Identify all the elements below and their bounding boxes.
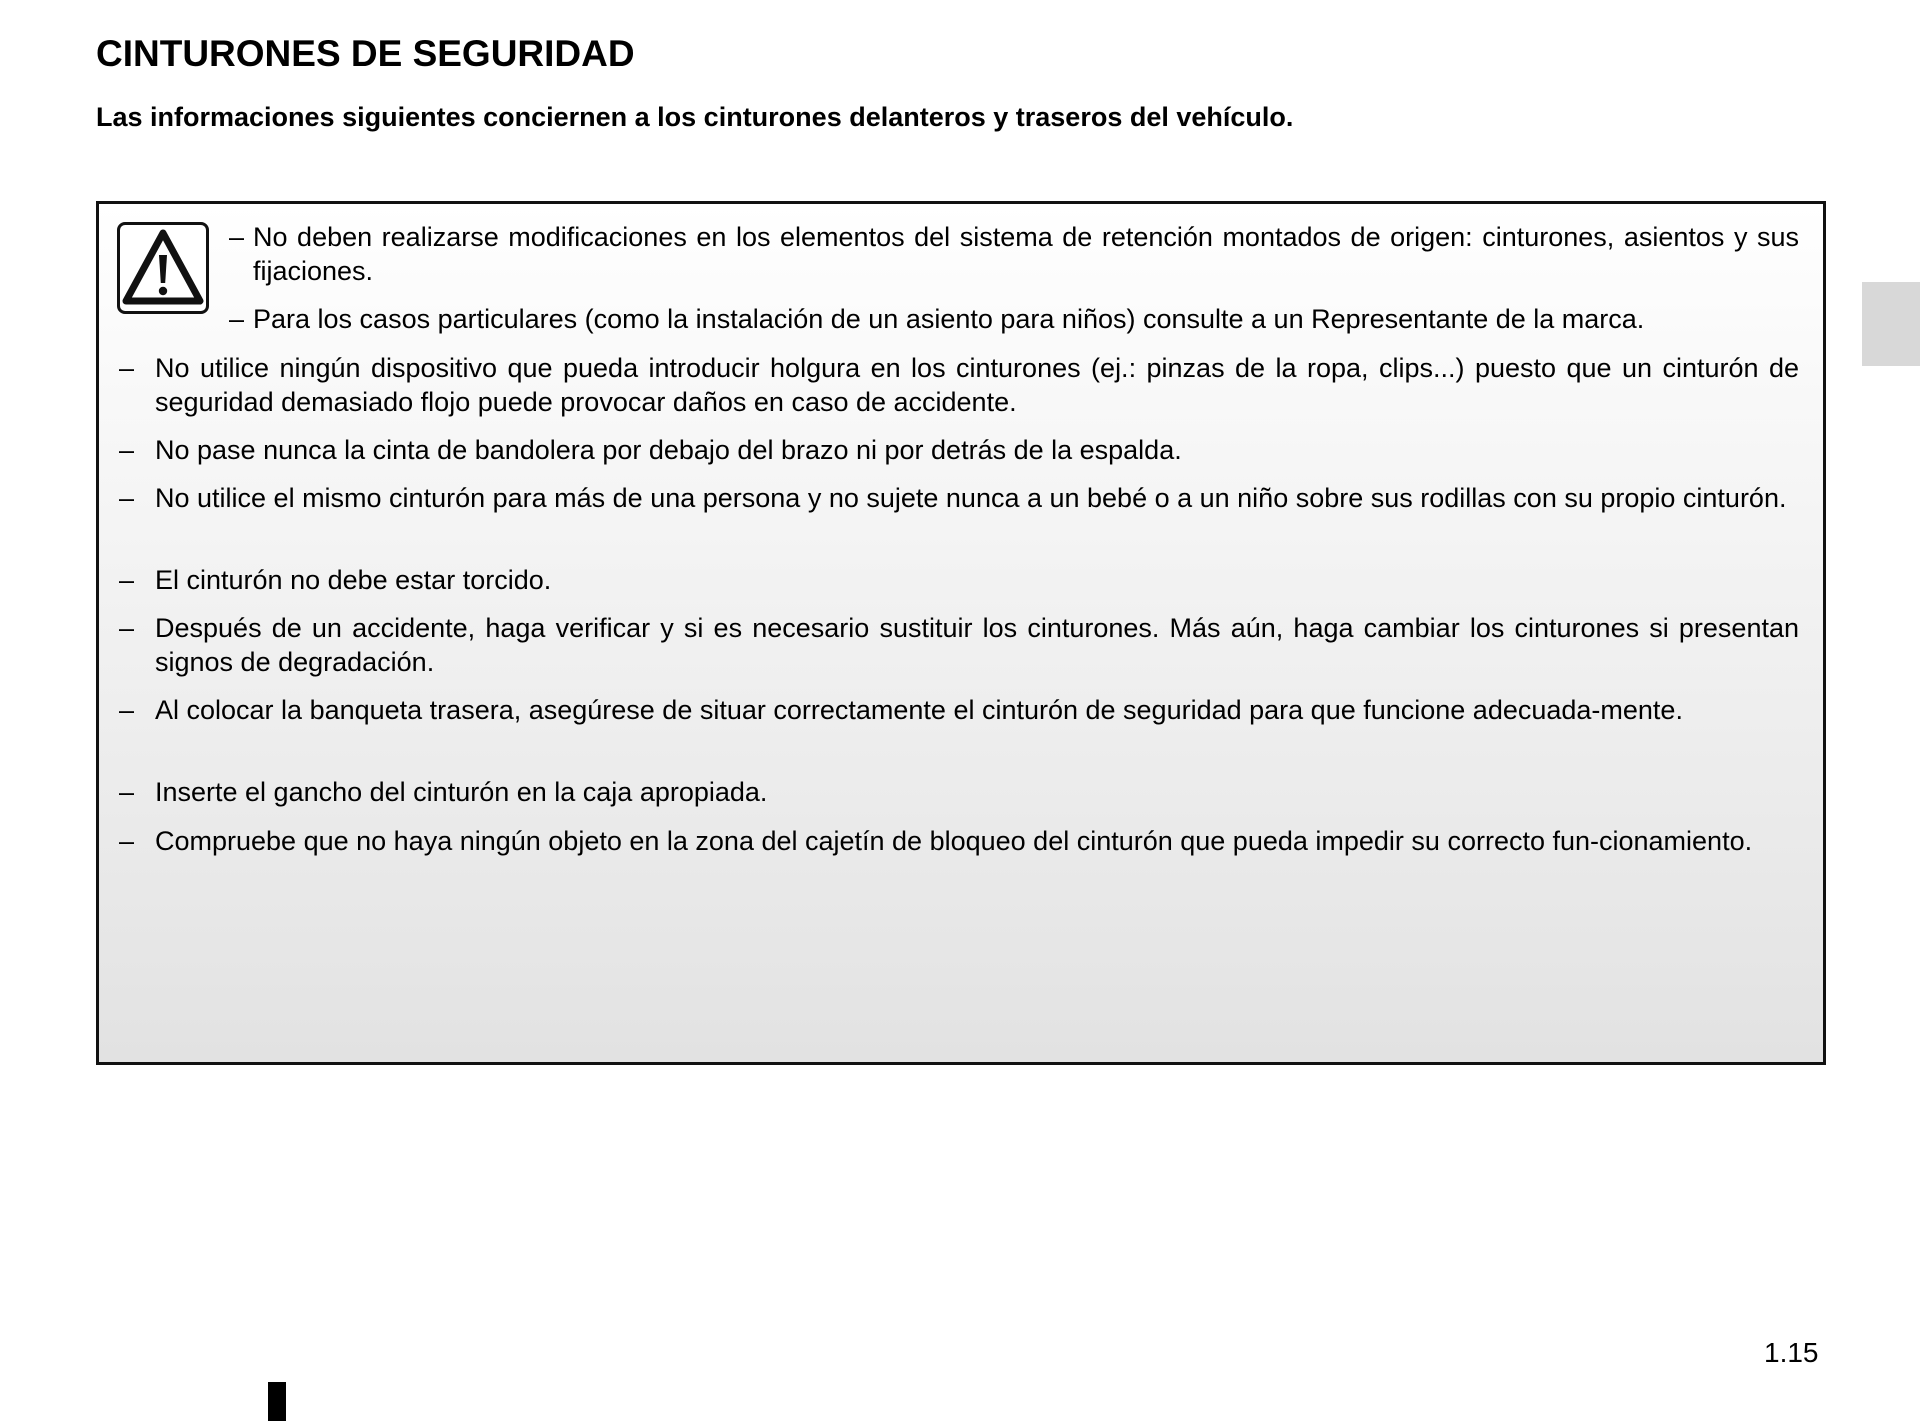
dash: – [119,695,135,725]
dash: – [119,613,135,643]
warning-item [119,693,1799,727]
warning-item [119,611,1799,679]
warning-item-text: No utilice el mismo cinturón para más de una persona y no sujete nunca a un bebé o a un niño sobre sus rodillas con su propio cinturón. [155,483,1787,513]
warning-item-text: No pase nunca la cinta de bandolera por debajo del brazo ni por detrás de la espalda. [155,435,1182,465]
page-subtitle: Las informaciones siguientes conciernen a los cinturones delanteros y traseros del vehículo. [96,102,1294,132]
warning-item-text: No utilice ningún dispositivo que pueda introducir holgura en los cinturones (ej.: pinzas de la ropa, clips...) puesto que un cinturón de seguridad demasiado flojo puede provocar daños en caso de accidente. [155,353,1799,417]
dash: – [119,777,135,807]
warning-item [119,481,1799,515]
warning-item [119,775,1799,809]
warning-triangle-icon [117,222,209,314]
dash: – [229,304,245,334]
page-title: CINTURONES DE SEGURIDAD [96,33,635,74]
warning-item-text: Después de un accidente, haga verificar y si es necesario sustituir los cinturones. Más aún, haga cambiar los cinturones si presentan signos de degradación. [155,613,1799,677]
dash: – [119,483,135,513]
warning-item [119,433,1799,467]
dash: – [119,826,135,856]
warning-sub-item-text: No deben realizarse modificaciones en los elementos del sistema de retención montados de origen: cinturones, asientos y sus fijaciones. [253,222,1799,286]
warning-sub-item [229,220,1799,288]
dash: – [119,435,135,465]
page-number: 1.15 [1764,1337,1819,1368]
warning-item-text: Compruebe que no haya ningún objeto en la zona del cajetín de bloqueo del cinturón que pueda impedir su correcto fun-cionamiento. [155,826,1753,856]
warning-item [119,824,1799,858]
dash: – [229,222,245,252]
footer-mark [268,1382,286,1421]
warning-box [96,201,1826,1065]
warning-item-text: El cinturón no debe estar torcido. [155,565,552,595]
warning-sub-item [229,302,1799,336]
chapter-side-tab [1862,282,1920,366]
warning-item [119,563,1799,597]
warning-item [119,351,1799,419]
warning-sub-item-text: Para los casos particulares (como la instalación de un asiento para niños) consulte a un Representante de la marca. [253,304,1645,334]
dash: – [119,565,135,595]
warning-item-text: Inserte el gancho del cinturón en la caja apropiada. [155,777,768,807]
dash: – [119,353,135,383]
warning-item-text: Al colocar la banqueta trasera, asegúrese de situar correctamente el cinturón de seguridad para que funcione adecuada-mente. [155,695,1683,725]
